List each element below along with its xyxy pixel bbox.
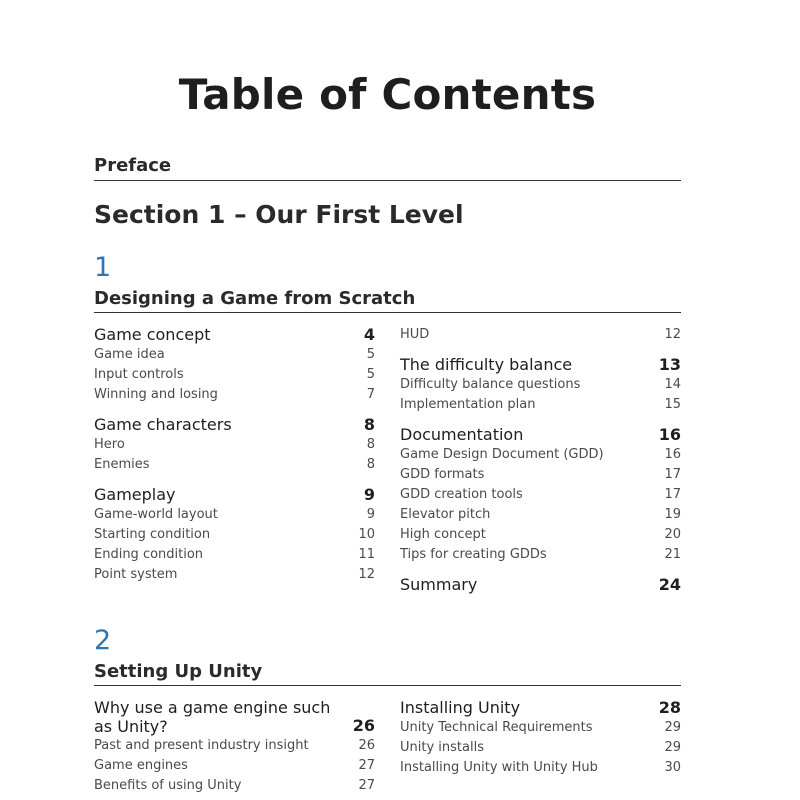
entry-page-number: 9 — [366, 507, 375, 522]
entry-label: Game-world layout — [94, 507, 218, 522]
entry-label: Game Design Document (GDD) — [400, 447, 604, 462]
toc-subentry[interactable] — [94, 736, 375, 756]
entry-page-number: 7 — [366, 387, 375, 402]
entry-label: Documentation — [400, 425, 524, 444]
entry-label: Gameplay — [94, 485, 176, 504]
entry-page-number: 17 — [664, 467, 681, 482]
toc-subentry[interactable] — [94, 776, 375, 796]
entry-page-number: 12 — [358, 567, 375, 582]
entry-label: Elevator pitch — [400, 507, 491, 522]
entry-page-number: 26 — [358, 738, 375, 753]
toc-subentry[interactable] — [400, 445, 681, 465]
toc-subentry[interactable] — [400, 395, 681, 415]
entry-page-number: 20 — [664, 527, 681, 542]
entry-label: Unity Technical Requirements — [400, 720, 593, 735]
entry-label: GDD creation tools — [400, 487, 523, 502]
toc-subentry[interactable] — [400, 505, 681, 525]
toc-heading-entry[interactable] — [400, 575, 681, 595]
entry-label: Difficulty balance questions — [400, 377, 581, 392]
entry-page-number: 27 — [358, 778, 375, 793]
entry-label: Ending condition — [94, 547, 204, 562]
entry-label: Why use a game engine such as Unity? — [94, 698, 331, 736]
chapter-2-title: Setting Up Unity — [94, 661, 681, 686]
entry-page-number: 14 — [664, 377, 681, 392]
toc-subentry[interactable] — [94, 505, 375, 525]
entry-page-number: 9 — [363, 485, 375, 504]
entry-page-number: 10 — [358, 527, 375, 542]
toc-subentry[interactable] — [94, 545, 375, 565]
entry-label: Enemies — [94, 457, 150, 472]
entry-label: Winning and losing — [94, 387, 218, 402]
toc-subentry[interactable] — [94, 565, 375, 585]
entry-page-number: 19 — [664, 507, 681, 522]
entry-label: Game idea — [94, 347, 165, 362]
toc-subentry[interactable] — [400, 485, 681, 505]
entry-label: Implementation plan — [400, 397, 536, 412]
toc-subentry[interactable] — [400, 545, 681, 565]
chapter-2-left-column — [94, 698, 375, 796]
entry-label: Game concept — [94, 325, 211, 344]
toc-heading-entry[interactable] — [94, 325, 375, 345]
entry-page-number: 15 — [664, 397, 681, 412]
entry-page-number: 17 — [664, 487, 681, 502]
entry-label: Starting condition — [94, 527, 211, 542]
chapter-2-number: 2 — [94, 625, 112, 656]
entry-page-number: 24 — [658, 575, 681, 594]
entry-label: GDD formats — [400, 467, 485, 482]
toc-heading-entry[interactable] — [400, 698, 681, 718]
entry-page-number: 5 — [366, 367, 375, 382]
section-heading: Section 1 – Our First Level — [94, 200, 464, 229]
chapter-1-left-column — [94, 325, 375, 585]
entry-label: Game characters — [94, 415, 232, 434]
chapter-2-right-column — [400, 698, 681, 778]
entry-label: HUD — [400, 327, 430, 342]
toc-subentry[interactable] — [94, 385, 375, 405]
entry-label: Game engines — [94, 758, 188, 773]
toc-subentry[interactable] — [94, 365, 375, 385]
entry-label: Installing Unity with Unity Hub — [400, 760, 598, 775]
entry-label: Past and present industry insight — [94, 738, 309, 753]
toc-subentry[interactable] — [94, 345, 375, 365]
toc-heading-entry[interactable] — [94, 415, 375, 435]
entry-page-number: 8 — [363, 415, 375, 434]
toc-subentry[interactable] — [400, 325, 681, 345]
entry-page-number: 16 — [658, 425, 681, 444]
toc-subentry[interactable] — [94, 525, 375, 545]
chapter-1-number: 1 — [94, 252, 112, 283]
toc-subentry[interactable] — [400, 738, 681, 758]
entry-label: The difficulty balance — [400, 355, 573, 374]
toc-subentry[interactable] — [400, 375, 681, 395]
entry-label: Input controls — [94, 367, 184, 382]
chapter-1-title: Designing a Game from Scratch — [94, 288, 681, 313]
entry-page-number: 30 — [664, 760, 681, 775]
page-title: Table of Contents — [178, 70, 597, 119]
entry-page-number: 27 — [358, 758, 375, 773]
toc-heading-entry[interactable] — [400, 355, 681, 375]
entry-page-number: 12 — [664, 327, 681, 342]
entry-label: Benefits of using Unity — [94, 778, 242, 793]
toc-subentry[interactable] — [400, 525, 681, 545]
toc-heading-entry[interactable] — [94, 485, 375, 505]
entry-label: Point system — [94, 567, 178, 582]
entry-label: Hero — [94, 437, 125, 452]
entry-label: Tips for creating GDDs — [400, 547, 547, 562]
entry-page-number: 29 — [664, 740, 681, 755]
entry-page-number: 13 — [658, 355, 681, 374]
entry-page-number: 8 — [366, 437, 375, 452]
entry-page-number: 26 — [352, 716, 375, 735]
chapter-1-right-column — [400, 325, 681, 595]
toc-subentry[interactable] — [400, 465, 681, 485]
entry-page-number: 5 — [366, 347, 375, 362]
entry-label: Unity installs — [400, 740, 484, 755]
entry-page-number: 16 — [664, 447, 681, 462]
entry-page-number: 4 — [363, 325, 375, 344]
toc-subentry[interactable] — [400, 758, 681, 778]
entry-page-number: 8 — [366, 457, 375, 472]
toc-subentry[interactable] — [94, 435, 375, 455]
entry-page-number: 28 — [658, 698, 681, 717]
preface-heading: Preface — [94, 155, 681, 181]
toc-subentry[interactable] — [94, 756, 375, 776]
entry-label: High concept — [400, 527, 486, 542]
entry-label: Installing Unity — [400, 698, 521, 717]
toc-heading-entry[interactable] — [94, 698, 375, 736]
entry-page-number: 29 — [664, 720, 681, 735]
toc-subentry[interactable] — [94, 455, 375, 475]
toc-subentry[interactable] — [400, 718, 681, 738]
entry-page-number: 21 — [664, 547, 681, 562]
toc-heading-entry[interactable] — [400, 425, 681, 445]
entry-label: Summary — [400, 575, 478, 594]
entry-page-number: 11 — [358, 547, 375, 562]
